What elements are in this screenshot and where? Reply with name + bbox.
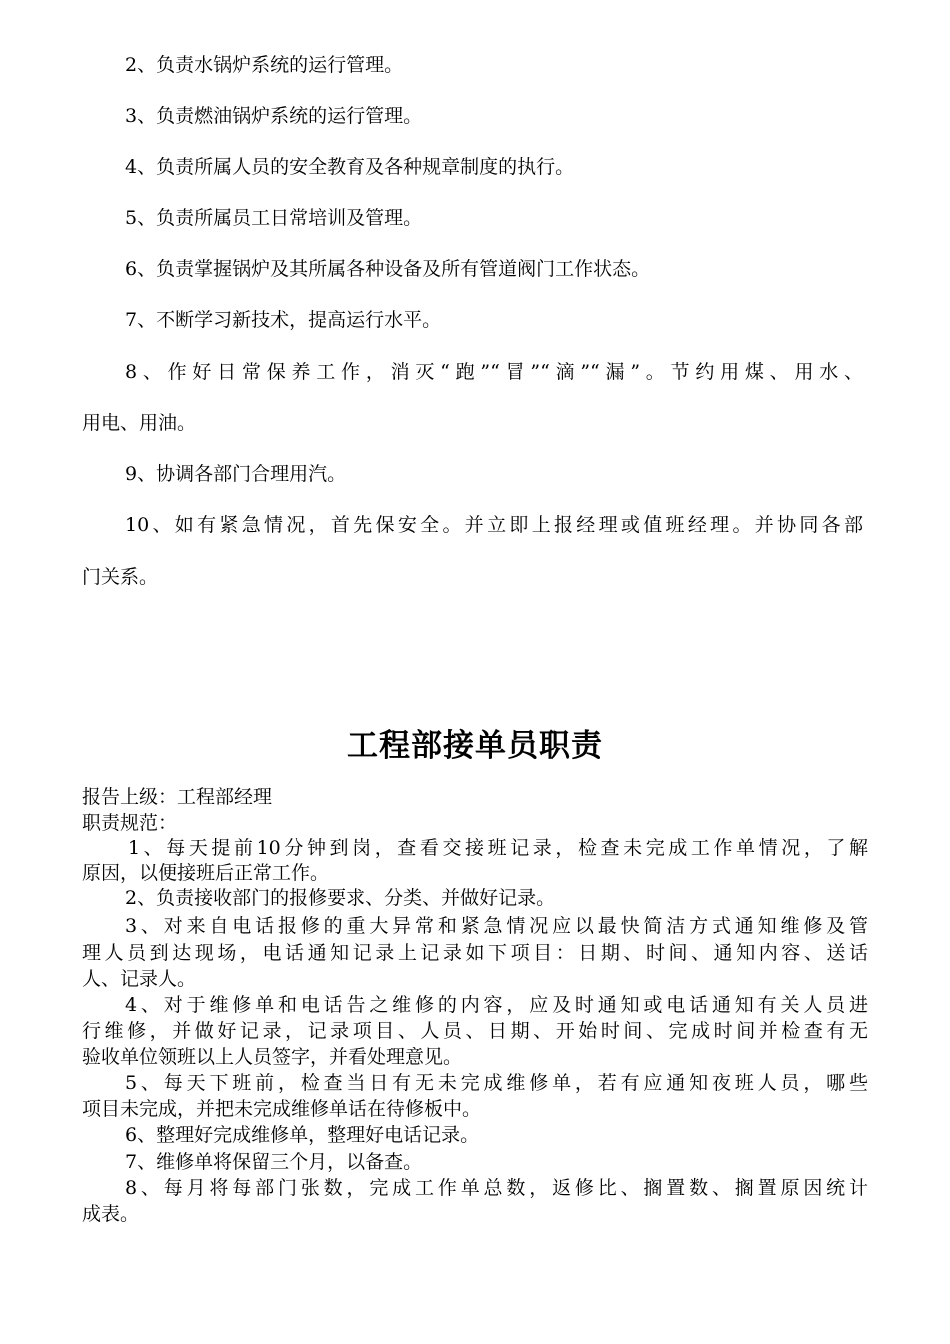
report-to-line: 报告上级：工程部经理 [82,786,273,808]
upper-item-7: 7、不断学习新技术，提高运行水平。 [125,309,442,331]
duty-5-line-2: 项目未完成，并把未完成维修单话在待修板中。 [82,1098,482,1120]
upper-item-8-line-2: 用电、用油。 [82,412,197,434]
upper-item-8-line-1: 8、作好日常保养工作，消灭“跑”“冒”“滴”“漏”。节约用煤、用水、 [125,361,863,383]
duty-7: 7、维修单将保留三个月，以备查。 [125,1151,423,1173]
upper-item-3: 3、负责燃油锅炉系统的运行管理。 [125,105,423,127]
duties-heading: 职责规范： [82,812,178,834]
section-title: 工程部接单员职责 [347,728,603,764]
duty-4-line-3: 验收单位领班以上人员签字，并看处理意见。 [82,1046,463,1068]
upper-item-6: 6、负责掌握锅炉及其所属各种设备及所有管道阀门工作状态。 [125,258,651,280]
upper-item-5: 5、负责所属员工日常培训及管理。 [125,207,423,229]
duty-8-line-2: 成表。 [82,1203,140,1225]
duty-2: 2、负责接收部门的报修要求、分类、并做好记录。 [125,887,556,909]
duty-3-line-2: 理人员到达现场，电话通知记录上记录如下项目：日期、时间、通知内容、送话 [82,942,868,964]
upper-item-4: 4、负责所属人员的安全教育及各种规章制度的执行。 [125,156,575,178]
duty-3-line-1: 3、对来自电话报修的重大异常和紧急情况应以最快简洁方式通知维修及管 [125,915,868,937]
duty-3-line-3: 人、记录人。 [82,968,197,990]
duty-6: 6、整理好完成维修单，整理好电话记录。 [125,1124,480,1146]
upper-item-10-line-2: 门关系。 [82,566,159,588]
duty-1-line-2: 原因，以便接班后正常工作。 [82,862,330,884]
upper-item-9: 9、协调各部门合理用汽。 [125,463,347,485]
upper-item-10-line-1: 10、如有紧急情况，首先保安全。并立即上报经理或值班经理。并协同各部 [125,514,863,536]
duty-4-line-1: 4、对于维修单和电话告之维修的内容，应及时通知或电话通知有关人员进 [125,994,868,1016]
upper-item-2: 2、负责水锅炉系统的运行管理。 [125,54,404,76]
duty-8-line-1: 8、每月将每部门张数，完成工作单总数，返修比、搁置数、搁置原因统计 [125,1177,868,1199]
duty-5-line-1: 5、每天下班前，检查当日有无未完成维修单，若有应通知夜班人员，哪些 [125,1072,868,1094]
duty-4-line-2: 行维修，并做好记录，记录项目、人员、日期、开始时间、完成时间并检查有无 [82,1020,868,1042]
duty-1-line-1: 1、每天提前10分钟到岗，查看交接班记录，检查未完成工作单情况，了解 [128,837,868,859]
